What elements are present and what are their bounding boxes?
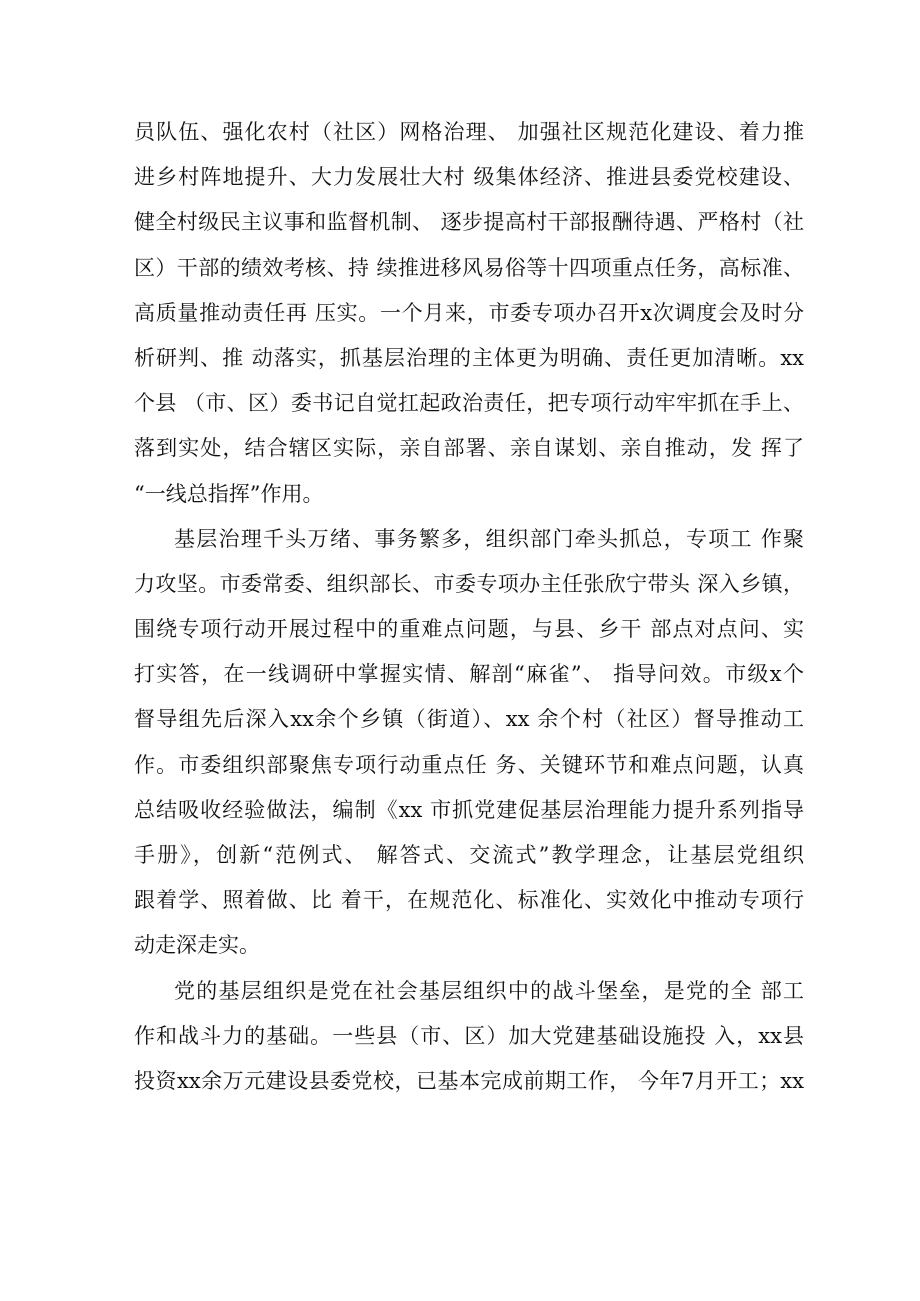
text-line: 党的基层组织是党在社会基层组织中的战斗堡垒，是党的全 部工 bbox=[174, 978, 804, 1003]
text-line: “一线总指挥”作用。 bbox=[134, 481, 324, 506]
document-body bbox=[134, 110, 804, 1104]
text-line: 区）干部的绩效考核、持 续推进移风易俗等十四项重点任务，高标准、 bbox=[134, 255, 804, 280]
text-line: 动走深走实。 bbox=[134, 933, 260, 958]
text-line: 高质量推动责任再 压实。一个月来，市委专项办召开x次调度会及时分 bbox=[134, 300, 804, 325]
text-line: 力攻坚。市委常委、组织部长、市委专项办主任张欣宁带头 深入乡镇， bbox=[134, 571, 804, 596]
text-line: 员队伍、强化农村（社区）网格治理、 加强社区规范化建设、着力推 bbox=[134, 120, 804, 144]
text-line: 基层治理千头万绪、事务繁多，组织部门牵头抓总，专项工 作聚 bbox=[174, 526, 804, 551]
text-line: 析研判、推 动落实，抓基层治理的主体更为明确、责任更加清晰。xx bbox=[134, 345, 804, 370]
text-line: 督导组先后深入xx余个乡镇（街道）、xx 余个村（社区）督导推动工 bbox=[134, 707, 804, 732]
text-line: 个县 （市、区）委书记自觉扛起政治责任，把专项行动牢牢抓在手上、 bbox=[134, 391, 804, 416]
text-line: 作和战斗力的基础。一些县（市、区）加大党建基础设施投 入，xx县 bbox=[134, 1023, 804, 1048]
text-line: 健全村级民主议事和监督机制、 逐步提高村干部报酬待遇、严格村（社 bbox=[134, 210, 804, 235]
text-line: 手册》，创新“范例式、 解答式、交流式”教学理念，让基层党组织 bbox=[134, 843, 804, 867]
text-line: 总结吸收经验做法，编制《xx 市抓党建促基层治理能力提升系列指导 bbox=[134, 797, 804, 822]
text-line: 跟着学、照着做、比 着干，在规范化、标准化、实效化中推动专项行 bbox=[134, 888, 804, 913]
text-line: 落到实处，结合辖区实际，亲自部署、亲自谋划、亲自推动，发 挥了 bbox=[134, 436, 804, 461]
text-line: 围绕专项行动开展过程中的重难点问题，与县、乡干 部点对点问、实 bbox=[134, 617, 804, 642]
text-line: 作。市委组织部聚焦专项行动重点任 务、关键环节和难点问题，认真 bbox=[134, 752, 804, 777]
text-line: 投资xx余万元建设县委党校，已基本完成前期工作， 今年7月开工；xx bbox=[134, 1068, 804, 1093]
text-line: 打实答，在一线调研中掌握实情、解剖“麻雀”、 指导问效。市级x个 bbox=[134, 662, 804, 687]
text-line: 进乡村阵地提升、大力发展壮大村 级集体经济、推进县委党校建设、 bbox=[134, 165, 804, 190]
